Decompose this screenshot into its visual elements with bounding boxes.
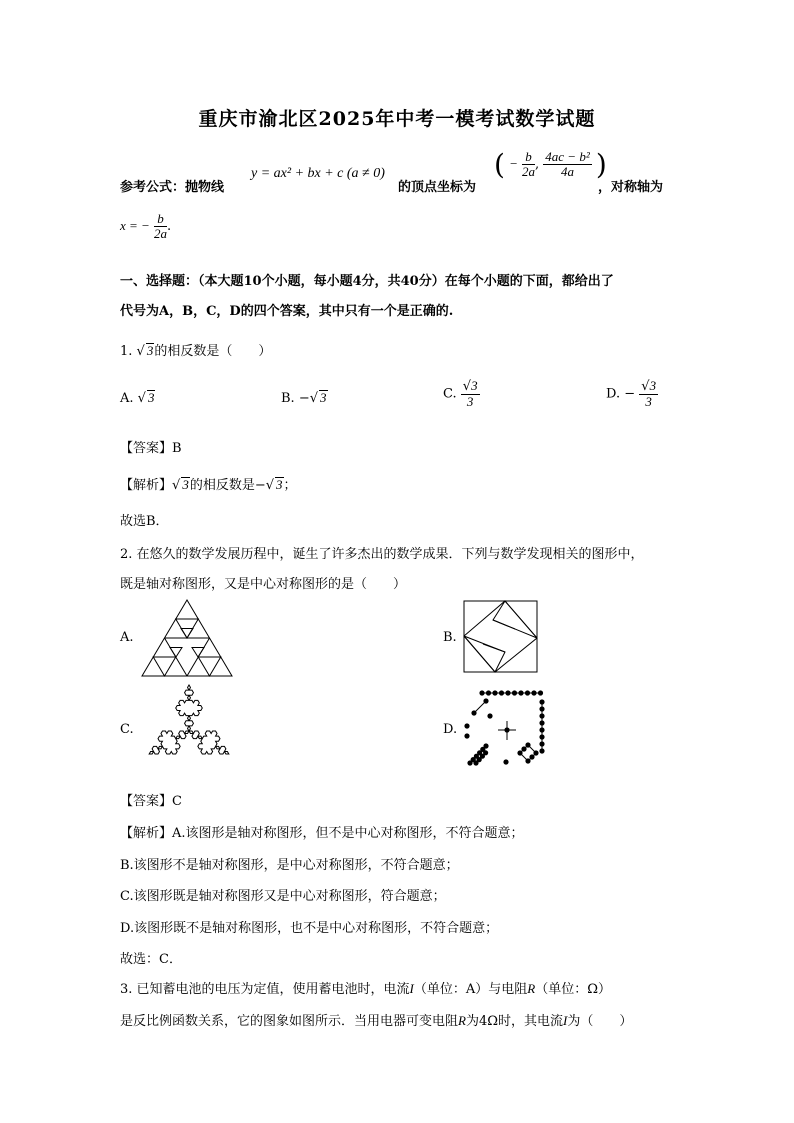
dot (503, 759, 508, 764)
sqrt-symbol: √ (309, 391, 319, 406)
q2-option-a-label: A. (120, 630, 134, 645)
right-paren: ) (595, 148, 607, 181)
axis-formula (120, 212, 171, 241)
axis-lhs: x = − (120, 218, 150, 233)
dot (483, 743, 488, 748)
q1-option-c-label: C. (443, 386, 457, 402)
dot (464, 733, 469, 738)
q1-option-b-label: B. (281, 391, 295, 406)
q1-analysis-end: ； (283, 478, 297, 493)
q1-option-d-label: D. (606, 386, 621, 402)
q2-option-d-label: D. (443, 722, 458, 737)
dot (521, 746, 526, 751)
q2-analysis-4: D.该图形既不是轴对称图形，也不是中心对称图形，不符合题意； (120, 921, 499, 936)
q1-option-c-num (461, 379, 480, 395)
axis-fraction (154, 212, 167, 241)
dot (525, 758, 530, 763)
q1-option-c-den: 3 (466, 394, 474, 409)
q1-conclusion: 故选B． (120, 514, 169, 529)
q1-option-d-den: 3 (645, 394, 652, 409)
formula-label (120, 176, 224, 195)
q3-text-4: 是反比例函数关系，它的图象如图所示．当用电器可变电阻 (120, 1014, 459, 1029)
dot (517, 750, 522, 755)
dot (539, 720, 544, 725)
q2-option-c-label: C. (120, 722, 134, 737)
q1-answer: 【答案】B (120, 441, 182, 456)
axis-num: b (154, 212, 167, 227)
dot (518, 690, 523, 695)
dot (479, 690, 484, 695)
vertex-x-num: b (522, 150, 535, 165)
pythagoras-square-figure (463, 600, 539, 674)
formula-label-text: 参考公式：抛物线 (120, 180, 225, 195)
vertex-x-fraction (522, 150, 535, 179)
dot (539, 713, 544, 718)
q1-option-d (606, 379, 658, 409)
vertex-y-fraction (543, 150, 591, 179)
q3-stem-line2 (120, 1010, 632, 1029)
vertex-text: 的顶点坐标为 (398, 180, 477, 195)
koch-snowflake-figure (135, 680, 243, 782)
q1-analysis-radicand-2: 3 (276, 477, 283, 492)
sqrt-symbol: √ (136, 344, 145, 359)
dot (505, 690, 510, 695)
q1-option-b (281, 390, 328, 406)
q1-radicand: 3 (146, 343, 154, 358)
q1-option-d-sign: − (624, 386, 636, 402)
dot (487, 713, 492, 718)
q3-text-5: 为4Ω时，其电流 (465, 1014, 564, 1029)
q3-text-6: 为（ ） (567, 1014, 633, 1029)
dot (525, 690, 530, 695)
q3-var-r: R (527, 981, 536, 996)
q3-var-i-2: I (563, 1013, 568, 1028)
q1-analysis (120, 474, 297, 493)
dot (525, 742, 530, 747)
dot (539, 741, 544, 746)
sqrt-symbol: √ (172, 478, 181, 493)
section1-line2: 代号为A，B，C，D的四个答案，其中只有一个是正确的. (120, 304, 454, 319)
page-title: 重庆市渝北区2025年中考一模考试数学试题 (198, 108, 596, 130)
dot (539, 734, 544, 739)
q2-analysis-2: B.该图形不是轴对称图形，是中心对称图形，不符合题意； (120, 858, 459, 873)
q1-analysis-neg: − (254, 478, 266, 493)
q1-number: 1. (120, 344, 133, 359)
q1-option-d-fraction (639, 379, 658, 409)
vertex-x-den: 2a (522, 164, 535, 179)
q3-var-i: I (409, 981, 414, 996)
q1-analysis-radicand: 3 (182, 477, 189, 492)
q1-stem-text: 的相反数是（ ） (154, 344, 272, 359)
dot (531, 690, 536, 695)
sqrt-symbol: √ (462, 379, 472, 394)
q1-option-a-label: A. (120, 391, 134, 406)
q1-option-a (120, 390, 155, 406)
q2-analysis-3: C.该图形既是轴对称图形又是中心对称图形，符合题意； (120, 889, 446, 904)
parabola-equation: y = ax² + bx + c (a ≠ 0) (251, 166, 385, 181)
dot (539, 727, 544, 732)
q1-analysis-mid: 的相反数是 (189, 478, 255, 493)
dot (499, 690, 504, 695)
q1-stem (120, 340, 271, 359)
q3-text-3: （单位：Ω） (535, 982, 612, 997)
axis-den: 2a (153, 226, 167, 241)
dot (538, 690, 543, 695)
dot (539, 748, 544, 753)
q3-stem-line1 (120, 978, 611, 997)
q1-option-c-fraction (461, 379, 480, 409)
dot (529, 754, 534, 759)
q3-text-2: （单位：A）与电阻 (413, 982, 528, 997)
dot (483, 698, 488, 703)
minus-sign: − (509, 156, 518, 171)
q1-option-b-sign: − (298, 391, 310, 406)
dot (486, 690, 491, 695)
q3-text-1: 3. 已知蓄电池的电压为定值，使用蓄电池时，电流 (120, 982, 410, 997)
vertex-coordinates (494, 148, 607, 192)
sqrt-symbol: √ (137, 391, 146, 406)
vertex-y-num: 4ac − b² (545, 149, 590, 164)
dot (464, 723, 469, 728)
dot (512, 690, 517, 695)
q2-option-b-label: B. (443, 630, 457, 645)
lo-shu-dots-figure (462, 688, 550, 770)
sierpinski-triangle-figure (140, 598, 235, 678)
left-paren: ( (494, 148, 505, 181)
q1-option-a-radicand: 3 (147, 390, 155, 405)
sqrt-symbol: √ (265, 478, 275, 493)
dot (539, 699, 544, 704)
q2-answer: 【答案】C (120, 794, 182, 809)
axis-period: . (166, 219, 172, 234)
q2-stem-line1: 2. 在悠久的数学发展历程中，诞生了许多杰出的数学成果．下列与数学发现相关的图形中， (120, 547, 644, 562)
dot (471, 710, 476, 715)
sqrt-symbol: √ (641, 379, 650, 394)
q1-option-b-radicand: 3 (320, 390, 327, 405)
q2-conclusion: 故选：C． (120, 952, 182, 967)
q1-option-c-radicand: 3 (471, 378, 478, 393)
dot (533, 750, 538, 755)
dot (492, 690, 497, 695)
vertex-y-den: 4a (561, 164, 574, 179)
q3-var-r-2: R (458, 1013, 466, 1028)
q1-option-d-radicand: 3 (649, 378, 657, 393)
dot (483, 750, 488, 755)
dot (504, 727, 509, 732)
section1-line1: 一、选择题：（本大题10个小题，每小题4分，共40分）在每个小题的下面，都给出了 (120, 274, 614, 289)
comma: , (535, 157, 540, 172)
axis-text: ，对称轴为 (598, 180, 664, 195)
dot (539, 706, 544, 711)
q1-option-d-num (639, 379, 658, 395)
q1-option-c (443, 379, 480, 409)
q2-stem-line2: 既是轴对称图形，又是中心对称图形的是（ ） (120, 577, 407, 592)
q2-analysis-1: 【解析】A.该图形是轴对称图形，但不是中心对称图形，不符合题意； (120, 826, 524, 841)
q1-analysis-label: 【解析】 (120, 478, 173, 493)
